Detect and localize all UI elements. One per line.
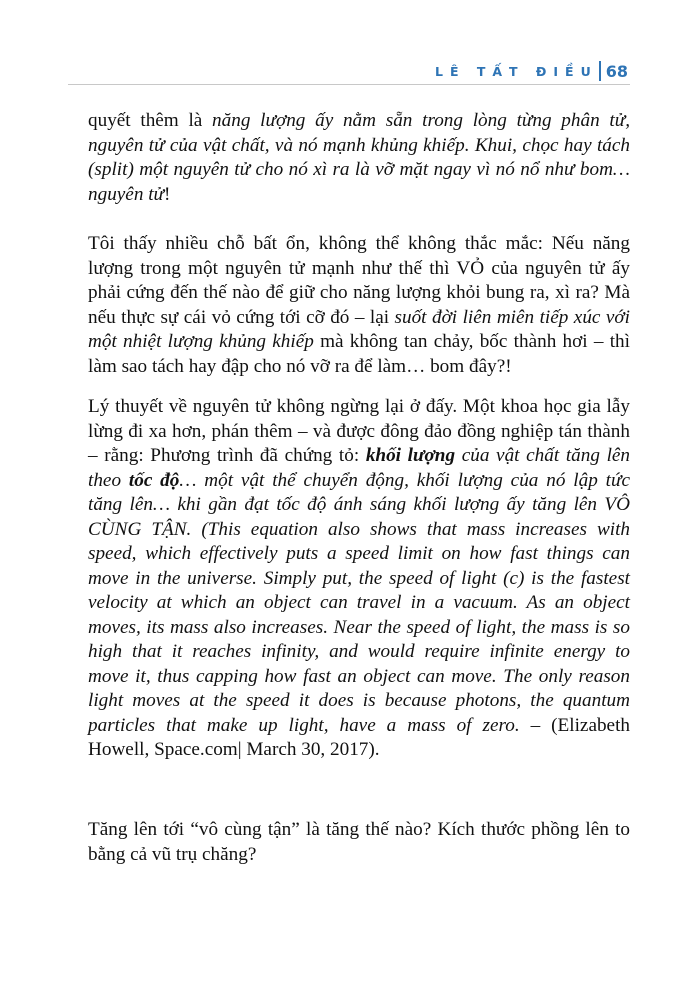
text-line	[88, 640, 630, 665]
text-line	[88, 714, 630, 739]
emphasis-italic: nguyên tử	[88, 183, 165, 205]
emphasis-italic: … một vật thể chuyển động, khối lượng của nó lập tức	[179, 469, 630, 491]
text-line	[88, 665, 630, 690]
text-run: mà không tan chảy, bốc thành hơi – thì	[313, 331, 630, 352]
emphasis-italic: một nhiệt lượng khủng khiếp	[88, 331, 314, 352]
text-line	[88, 567, 630, 592]
text-line	[88, 306, 630, 331]
emphasis-italic: moves, its mass also increases. Near the speed of light, the mass is so	[88, 616, 630, 638]
text-run: – rằng: Phương trình đã chứng tỏ:	[88, 445, 366, 466]
text-line	[88, 355, 630, 380]
text-line	[88, 843, 630, 868]
text-line	[88, 469, 630, 494]
emphasis-italic: suốt đời liên miên tiếp xúc với	[394, 306, 630, 328]
emphasis-italic: CÙNG TẬN. (This equation also shows that mass increases with	[88, 518, 630, 540]
emphasis-italic: nguyên tử của vật chất, và nó mạnh khủng khiếp. Khui, chọc hay tách	[88, 134, 630, 156]
text-line	[88, 420, 630, 445]
emphasis-italic: particles that make up light, have a mass of zero.	[88, 714, 520, 736]
emphasis-italic: theo	[88, 469, 129, 491]
text-line	[88, 232, 630, 257]
text-run: lừng đi xa hơn, phán thêm – và được đông đảo đồng nghiệp tán thành	[88, 420, 630, 442]
emphasis-italic: move it, thus capping how fast an object can move. The only reason	[88, 665, 630, 687]
paragraph	[88, 109, 630, 207]
text-run: quyết thêm là	[88, 110, 213, 131]
text-line	[88, 444, 630, 469]
emphasis-italic: tăng lên… khi gần đạt tốc độ ánh sáng khối lượng ấy tăng lên VÔ	[88, 494, 630, 515]
text-line	[88, 183, 630, 208]
header-separator	[599, 61, 601, 81]
paragraph	[88, 232, 630, 379]
emphasis-italic: năng lượng ấy nằm sẵn trong lòng từng phân tử,	[212, 110, 630, 131]
paragraph	[88, 395, 630, 763]
text-line	[88, 158, 630, 183]
text-run: Howell, Space.com| March 30, 2017).	[88, 739, 380, 760]
text-line	[88, 493, 630, 518]
emphasis-italic: light moves at the speed it does is because photons, the quantum	[88, 690, 630, 711]
text-line	[88, 689, 630, 714]
page-number: 68	[605, 61, 628, 81]
emphasis-italic: velocity at which an object can travel in a vacuum. As an object	[88, 592, 630, 613]
emphasis-italic: move in the universe. Simply put, the speed of light (c) is the fastest	[88, 567, 630, 589]
text-line	[88, 257, 630, 282]
text-line	[88, 281, 630, 306]
text-line	[88, 518, 630, 543]
emphasis-bold-italic: tốc độ	[128, 469, 180, 491]
text-line	[88, 109, 630, 134]
text-line	[88, 616, 630, 641]
text-line	[88, 818, 630, 843]
emphasis-italic: (split) một nguyên tử cho nó xì ra là vỡ mặt ngay vì nó nổ như bom…	[88, 159, 630, 180]
text-run: Lý thuyết về nguyên tử không ngừng lại ở đấy. Một khoa học gia lẫy	[88, 396, 630, 417]
text-run: Tăng lên tới “vô cùng tận” là tăng thế nào? Kích thước phồng lên to	[88, 819, 630, 840]
text-line	[88, 542, 630, 567]
text-line	[88, 330, 630, 355]
text-line	[88, 738, 630, 763]
text-run: bằng cả vũ trụ chăng?	[88, 843, 257, 865]
emphasis-italic: speed, which effectively puts a speed limit on how fast things can	[88, 543, 630, 564]
text-run: Tôi thấy nhiều chỗ bất ổn, không thể không thắc mắc: Nếu năng	[88, 233, 630, 254]
text-line	[88, 395, 630, 420]
header-author: LÊ TẤT ĐIỀU	[434, 63, 598, 79]
emphasis-italic: của vật chất tăng lên	[455, 445, 631, 466]
text-run: lượng trong một nguyên tử mạnh như thế thì VỎ của nguyên tử ấy	[88, 257, 630, 279]
text-line	[88, 134, 630, 159]
text-run: nếu thực sự cái vỏ cứng tới cỡ đó – lại	[88, 306, 395, 328]
emphasis-italic: high that it reaches infinity, and would require infinite energy to	[88, 641, 630, 662]
header-rule	[68, 84, 630, 85]
text-line	[88, 591, 630, 616]
text-run: !	[164, 183, 171, 205]
emphasis-bold-italic: khối lượng	[365, 445, 456, 466]
text-run: – (Elizabeth	[519, 714, 630, 736]
text-run: làm sao tách hay đập cho nó vỡ ra để làm… bom đây?!	[88, 355, 512, 377]
running-header	[435, 61, 628, 81]
text-run: phải cứng đến thế nào để giữ cho năng lượng khỏi bung ra, xì ra? Mà	[88, 282, 630, 303]
paragraph	[88, 818, 630, 867]
